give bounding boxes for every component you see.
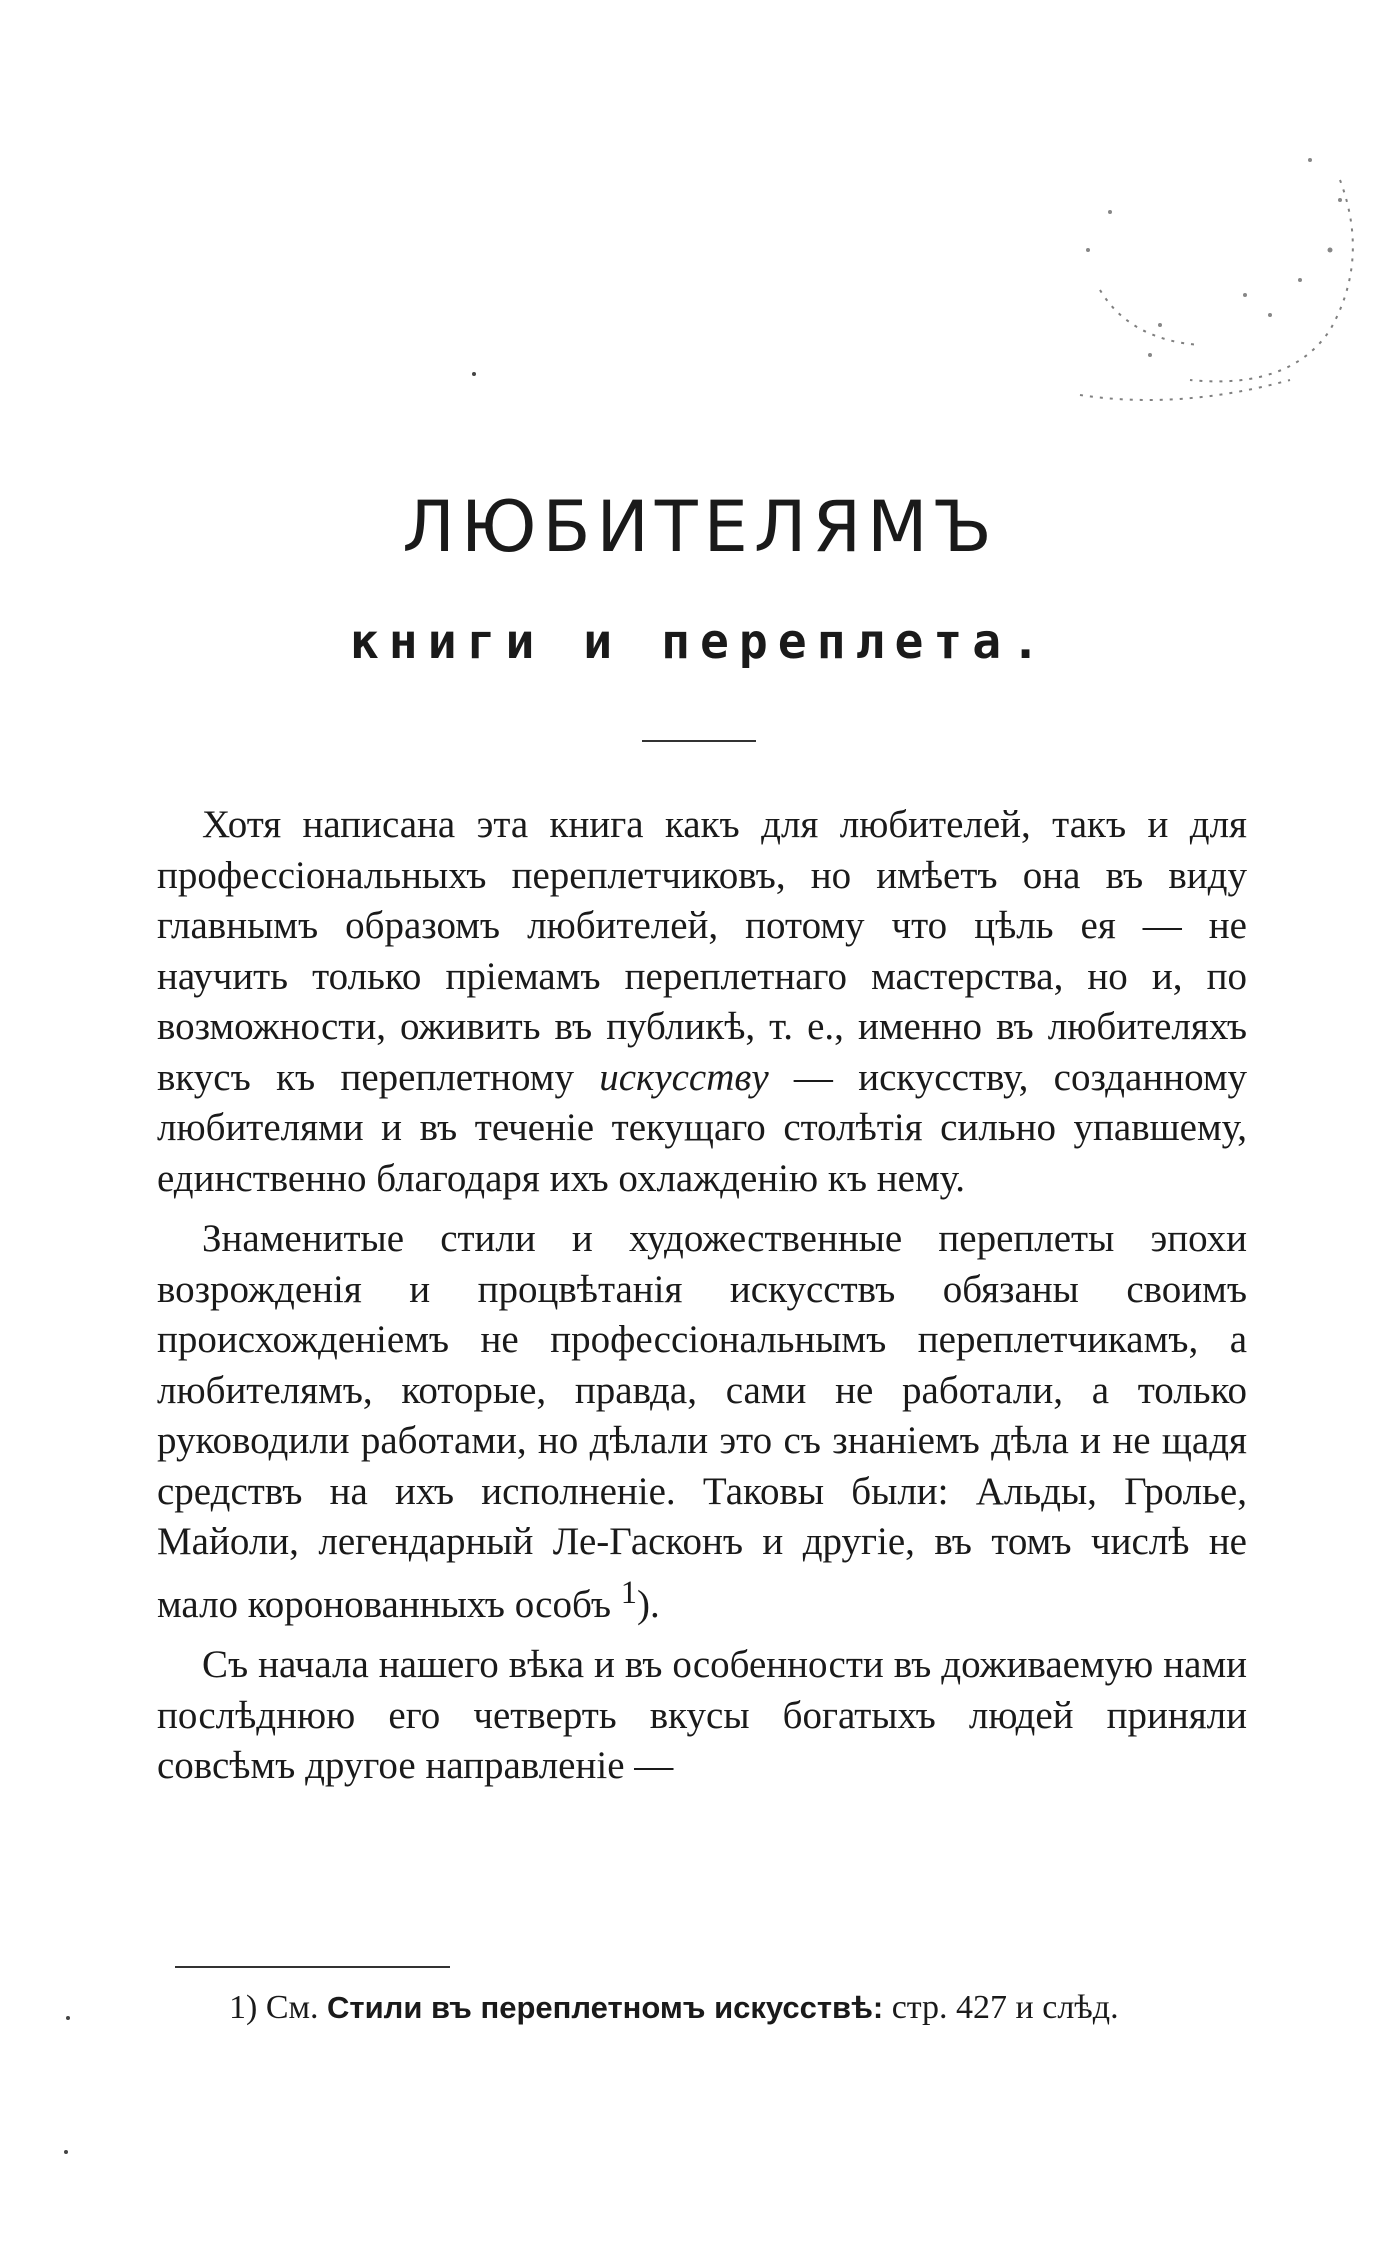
paragraph-3 <box>157 1640 1247 1792</box>
footnote <box>229 1988 1119 2028</box>
body-text <box>157 800 1247 1802</box>
paragraph-1-text-end: — искусству, созданному любителями и въ теченiе текущаго столѣтiя сильно упавшему, единственно благодаря ихъ охлажденiю къ нему. <box>157 1055 1248 1200</box>
library-stamp-icon <box>1040 140 1380 480</box>
ink-speck <box>66 2016 70 2020</box>
footnote-divider <box>175 1966 450 1968</box>
footnote-title: Стили въ переплетномъ искусствѣ: <box>327 1990 884 2025</box>
paragraph-3-text: Съ начала нашего вѣка и въ особенности въ доживаемую нами послѣднюю его четверть вкусы богатыхъ людей приняли совсѣмъ другое направленiе — <box>157 1643 1247 1787</box>
title-divider <box>642 740 756 742</box>
footnote-reference: 1 <box>620 1574 638 1611</box>
paragraph-1 <box>157 800 1247 1204</box>
footnote-prefix: См. <box>265 1989 319 2026</box>
paragraph-1-text: Хотя написана эта книга какъ для любителей, такъ и для профессiональныхъ переплетчиковъ, но имѣетъ она въ виду главнымъ образомъ любителей, потому что цѣль ея — не научить только прiемамъ переплетнаго мастерства, но и, по возможности, оживить въ публикѣ, т. е., именно въ любителяхъ вкусъ къ переплетному <box>157 803 1247 1099</box>
paragraph-2-text-end: ). <box>637 1582 660 1626</box>
page-title: ЛЮБИТЕЛЯМЪ <box>402 486 998 568</box>
emphasis-word: искусству <box>599 1055 769 1099</box>
page-subtitle: книги и переплета. <box>349 614 1051 670</box>
ink-speck <box>64 2150 68 2154</box>
footnote-suffix: стр. 427 и слѣд. <box>891 1989 1119 2026</box>
paragraph-2-text: Знаменитые стили и художественные переплеты эпохи возрожденiя и процвѣтанiя искусствъ обязаны своимъ происхожденiемъ не профессiональнымъ переплетчикамъ, а любителямъ, которые, правда, сами не работали, а только руководили работами, но дѣлали это съ знанiемъ дѣла и не щадя средствъ на ихъ исполненiе. Таковы были: Альды, Гролье, Майоли, легендарный Ле-Гасконъ и другiе, въ томъ числѣ не мало коронованныхъ особъ <box>157 1217 1247 1626</box>
paragraph-2 <box>157 1214 1247 1630</box>
ink-speck <box>472 372 476 376</box>
footnote-marker: 1) <box>229 1989 258 2026</box>
